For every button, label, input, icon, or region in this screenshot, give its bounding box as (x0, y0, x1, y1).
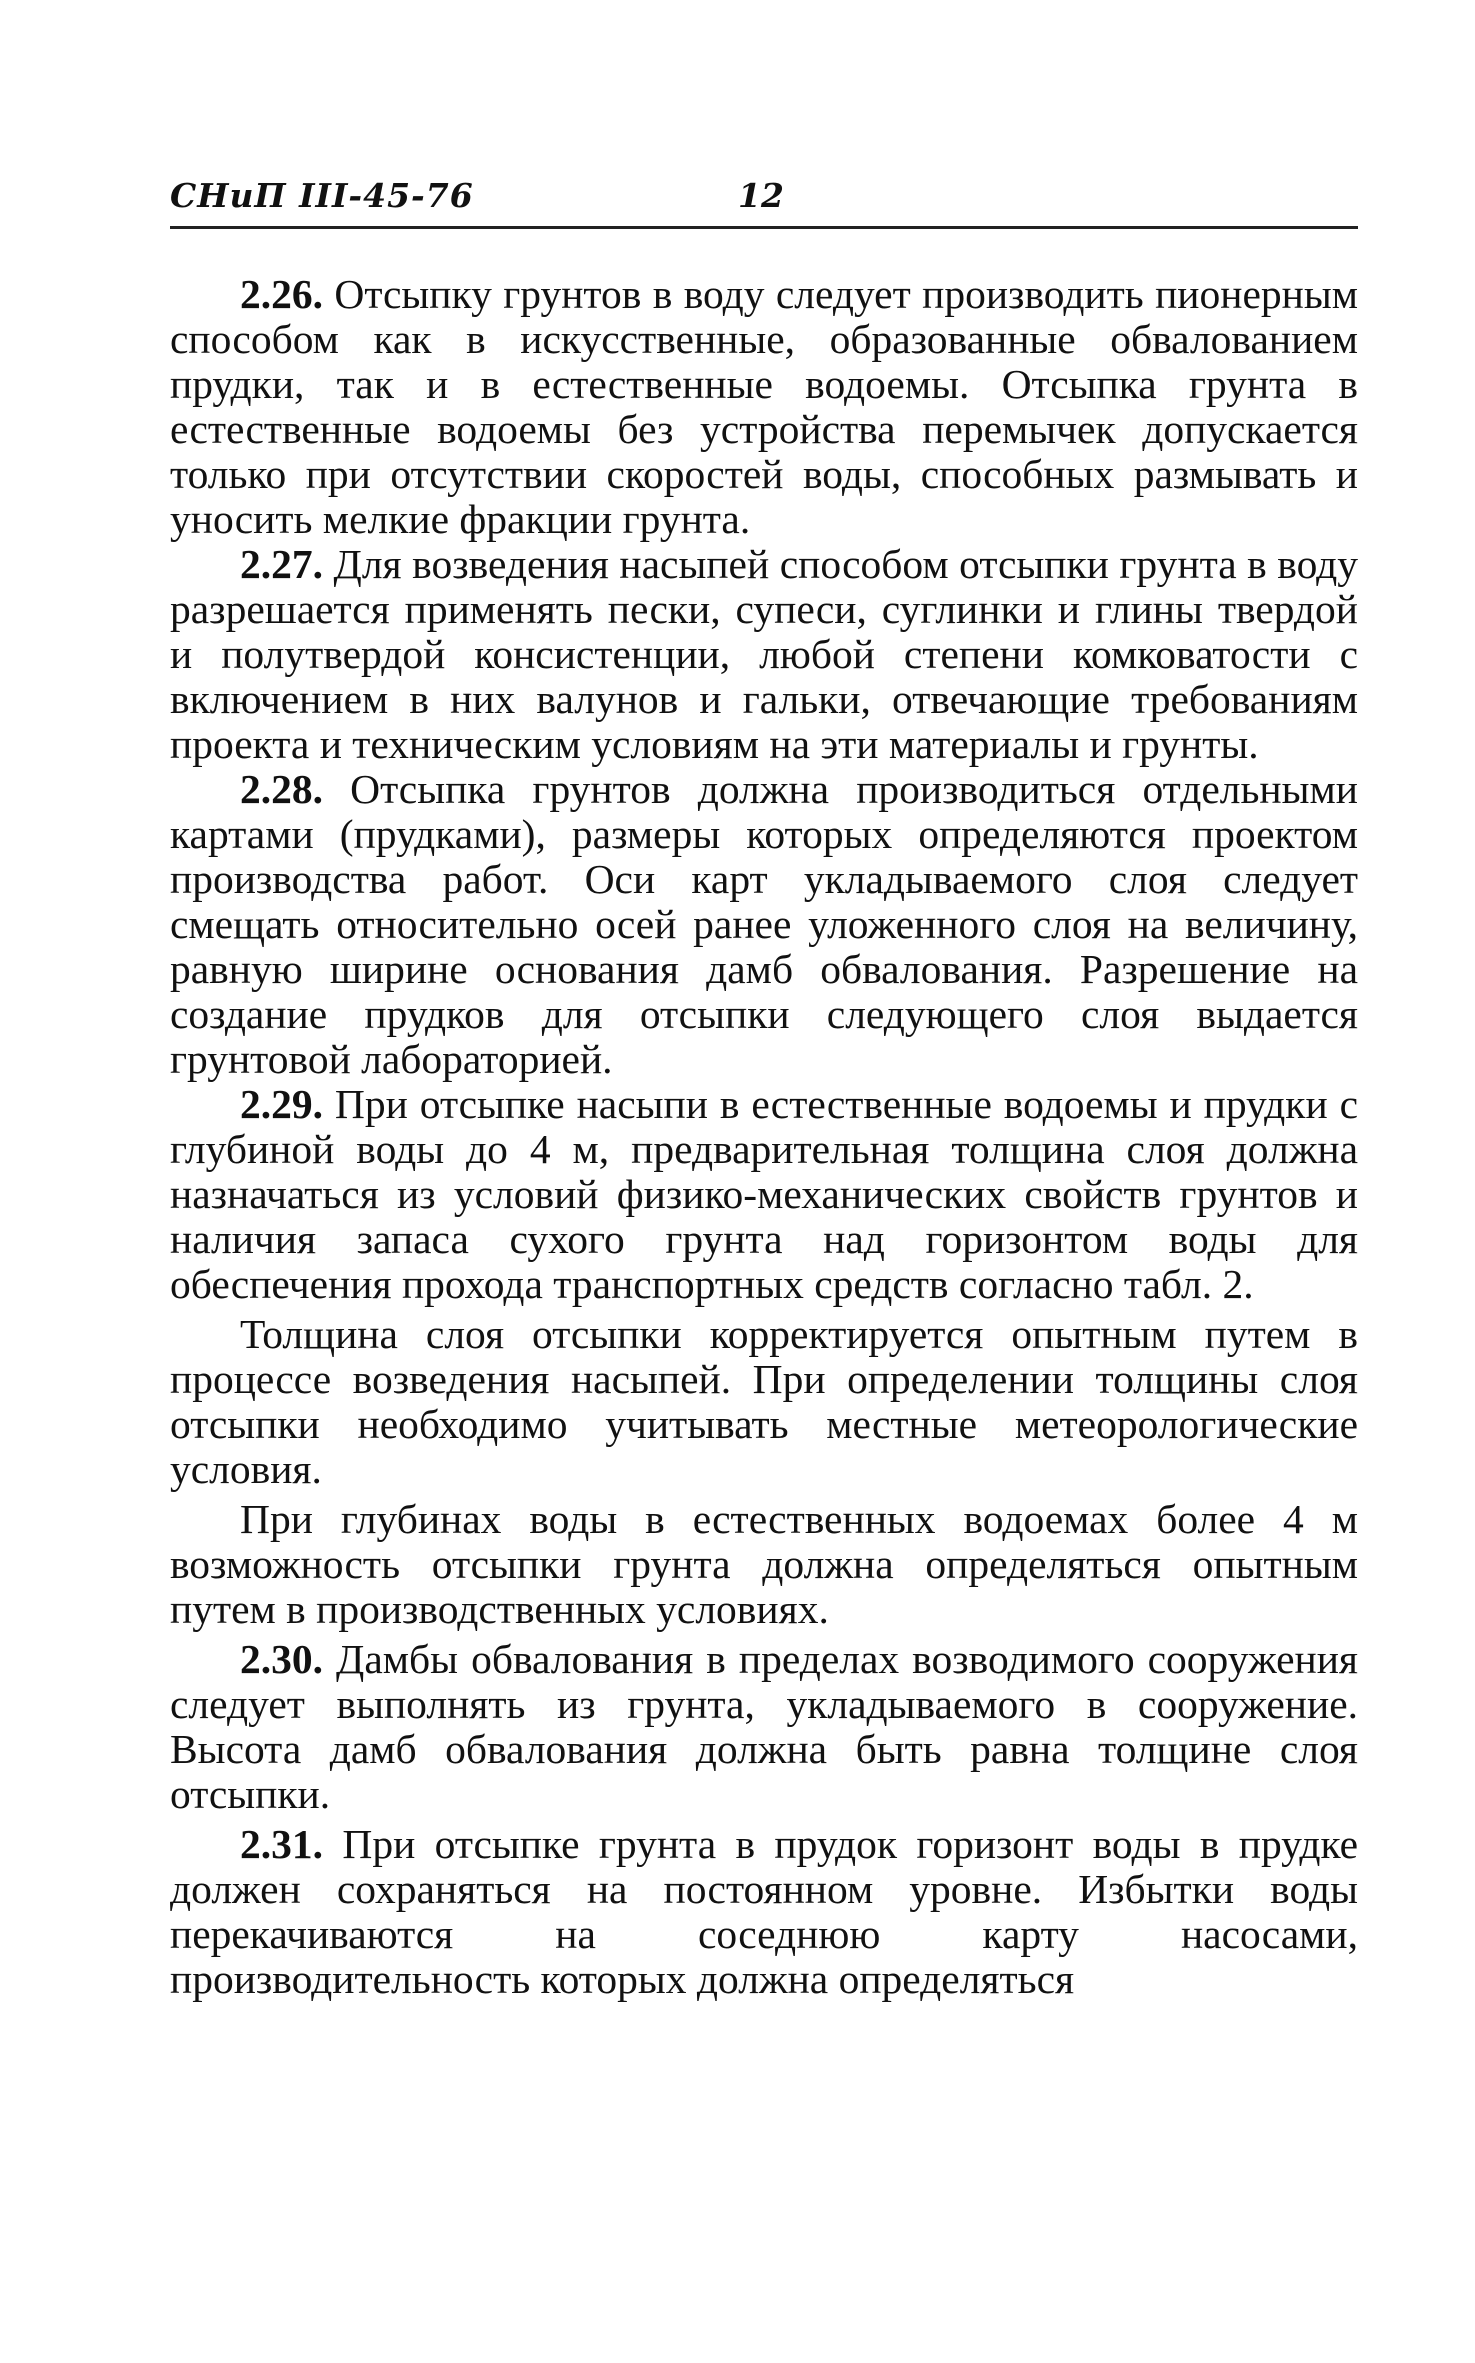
paragraph-2-29 (170, 1082, 1358, 1307)
page-number: 12 (738, 176, 784, 215)
paragraph-2-31 (170, 1822, 1358, 2002)
paragraph-layer-thickness (170, 1312, 1358, 1492)
clause-number: 2.30. (240, 1636, 323, 1682)
paragraph-2-27 (170, 542, 1358, 767)
paragraph-text: Дамбы обвалования в пределах возводимого сооружения следует выполнять из грунта, укладываемого в сооружение. Высота дамб обвалования должна быть равна толщине слоя отсыпки. (170, 1636, 1358, 1817)
document-code: СНиП III-45-76 (170, 176, 474, 215)
clause-number: 2.28. (240, 766, 323, 812)
paragraph-text: При глубинах воды в естественных водоемах более 4 м возможность отсыпки грунта должна определяться опытным путем в производственных условиях. (170, 1496, 1358, 1632)
paragraph-water-depth (170, 1497, 1358, 1632)
header-rule (170, 226, 1358, 229)
paragraph-text: Для возведения насыпей способом отсыпки грунта в воду разрешается применять пески, супеси, суглинки и глины твердой и полутвердой консистенции, любой степени комковатости с включением в них валунов и гальки, отвечающие требованиям проекта и техническим условиям на эти материалы и грунты. (170, 541, 1358, 767)
paragraph-2-30 (170, 1637, 1358, 1817)
clause-number: 2.26. (240, 271, 323, 317)
clause-number: 2.27. (240, 541, 323, 587)
paragraph-text: Отсыпка грунтов должна производиться отдельными картами (прудками), размеры которых определяются проектом производства работ. Оси карт укладываемого слоя следует смещать относительно осей ранее уложенного слоя на величину, равную ширине основания дамб обвалования. Разрешение на создание прудков для отсыпки следующего слоя выдается грунтовой лабораторией. (170, 766, 1358, 1082)
body-text (170, 272, 1358, 2002)
paragraph-text: При отсыпке насыпи в естественные водоемы и прудки с глубиной воды до 4 м, предварительная толщина слоя должна назначаться из условий физико-механических свойств грунтов и наличия запаса сухого грунта над горизонтом воды для обеспечения прохода транспортных средств согласно табл. 2. (170, 1081, 1358, 1307)
paragraph-text: Толщина слоя отсыпки корректируется опытным путем в процессе возведения насыпей. При определении толщины слоя отсыпки необходимо учитывать местные метеорологические условия. (170, 1311, 1358, 1492)
paragraph-2-28 (170, 767, 1358, 1082)
paragraph-text: При отсыпке грунта в прудок горизонт воды в прудке должен сохраняться на постоянном уровне. Избытки воды перекачиваются на соседнюю карту насосами, производительность которых должна определяться (170, 1821, 1358, 2002)
clause-number: 2.29. (240, 1081, 323, 1127)
paragraph-text: Отсыпку грунтов в воду следует производить пионерным способом как в искусственные, образованные обвалованием прудки, так и в естественные водоемы. Отсыпка грунта в естественные водоемы без устройства перемычек допускается только при отсутствии скоростей воды, способных размывать и уносить мелкие фракции грунта. (170, 271, 1358, 542)
paragraph-2-26 (170, 272, 1358, 542)
page-header (170, 168, 1358, 228)
clause-number: 2.31. (240, 1821, 323, 1867)
